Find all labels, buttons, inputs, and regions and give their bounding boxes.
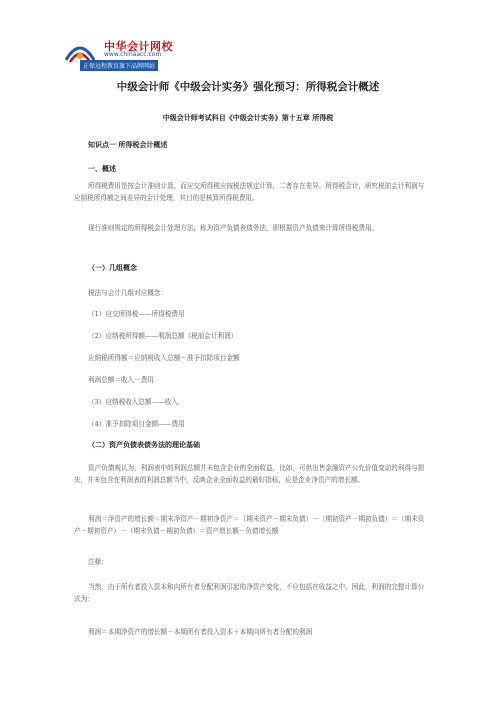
paragraph: 资产负债观认为，利润表中的利润总额并未包含企业的全面收益，比如，可供出售金融资产公允价值变动的利得与损失，并未包含在利润表的利润总额当中，反映企业全面收益的最好指标，应是企业净资产的增长额。 xyxy=(74,464,425,484)
formula-line: 利润＝本期净资产的增长额－本期所有者投入资本＋本期向所有者分配的利润 xyxy=(88,628,313,636)
paragraph: 现行准则规定的所得税会计处理方法，称为资产负债表债务法，即根据资产负债来计算所得税费用。 xyxy=(88,224,379,232)
section-heading-concepts: （一）几组概念 xyxy=(88,263,137,272)
page-title: 中级会计师《中级会计实务》强化预习：所得税会计概述 xyxy=(116,81,380,93)
text-line: 税法与会计几组对应概念： xyxy=(88,289,168,297)
paragraph: 利润＝净资产的增长额＝期末净资产－期初净资产＝（期末资产－期末负债）－（期初资产－期初负债）＝（期末资产－期初资产）－（期末负债－期初负债）＝资产增长额－负债增长额 xyxy=(74,515,425,535)
list-item: （4）准予扣除项目金额——费用 xyxy=(88,420,185,428)
list-item: 利润总额＝收入－费用 xyxy=(88,376,154,384)
paragraph: 所得税费用是按会计准则计算，而应交所得税应按税法规定计算，二者存在差异。所得税会计，研究税前会计利润与应纳税所得额之间差异的会计处理，其目的是核算所得税费用。 xyxy=(74,182,425,202)
list-item: （3）应纳税收入总额——收入 xyxy=(88,398,178,406)
logo-url: www.chinaacc.com xyxy=(104,51,162,58)
page-subtitle: 中级会计师考试科目《中级会计实务》第十五章 所得税 xyxy=(162,113,334,122)
section-heading-overview: 一、概述 xyxy=(88,164,116,173)
list-item: 应纳税所得额＝应纳税收入总额－准予扣除项目金额 xyxy=(88,354,240,362)
logo-slogan: 正保远程教育旗下品牌网站 xyxy=(80,60,158,71)
site-logo[interactable] xyxy=(64,38,184,70)
knowledge-point-heading: 知识点一 所得税会计概述 xyxy=(88,140,168,149)
note-label: 注释： xyxy=(88,558,108,566)
list-item: （1）应交所得税——所得税费用 xyxy=(88,310,185,318)
paragraph: 当然，由于所有者投入资本和向所有者分配利润引起的净资产变化，不应包括在收益之中。因此，利润的完整计算公式为： xyxy=(74,583,425,603)
list-item: （2）应纳税所得额——利润总额（税前会计利润） xyxy=(88,332,238,340)
section-heading-theory: （二）资产负债表债务法的理论基础 xyxy=(88,440,200,449)
logo-name: 中华会计网校 xyxy=(104,40,173,53)
